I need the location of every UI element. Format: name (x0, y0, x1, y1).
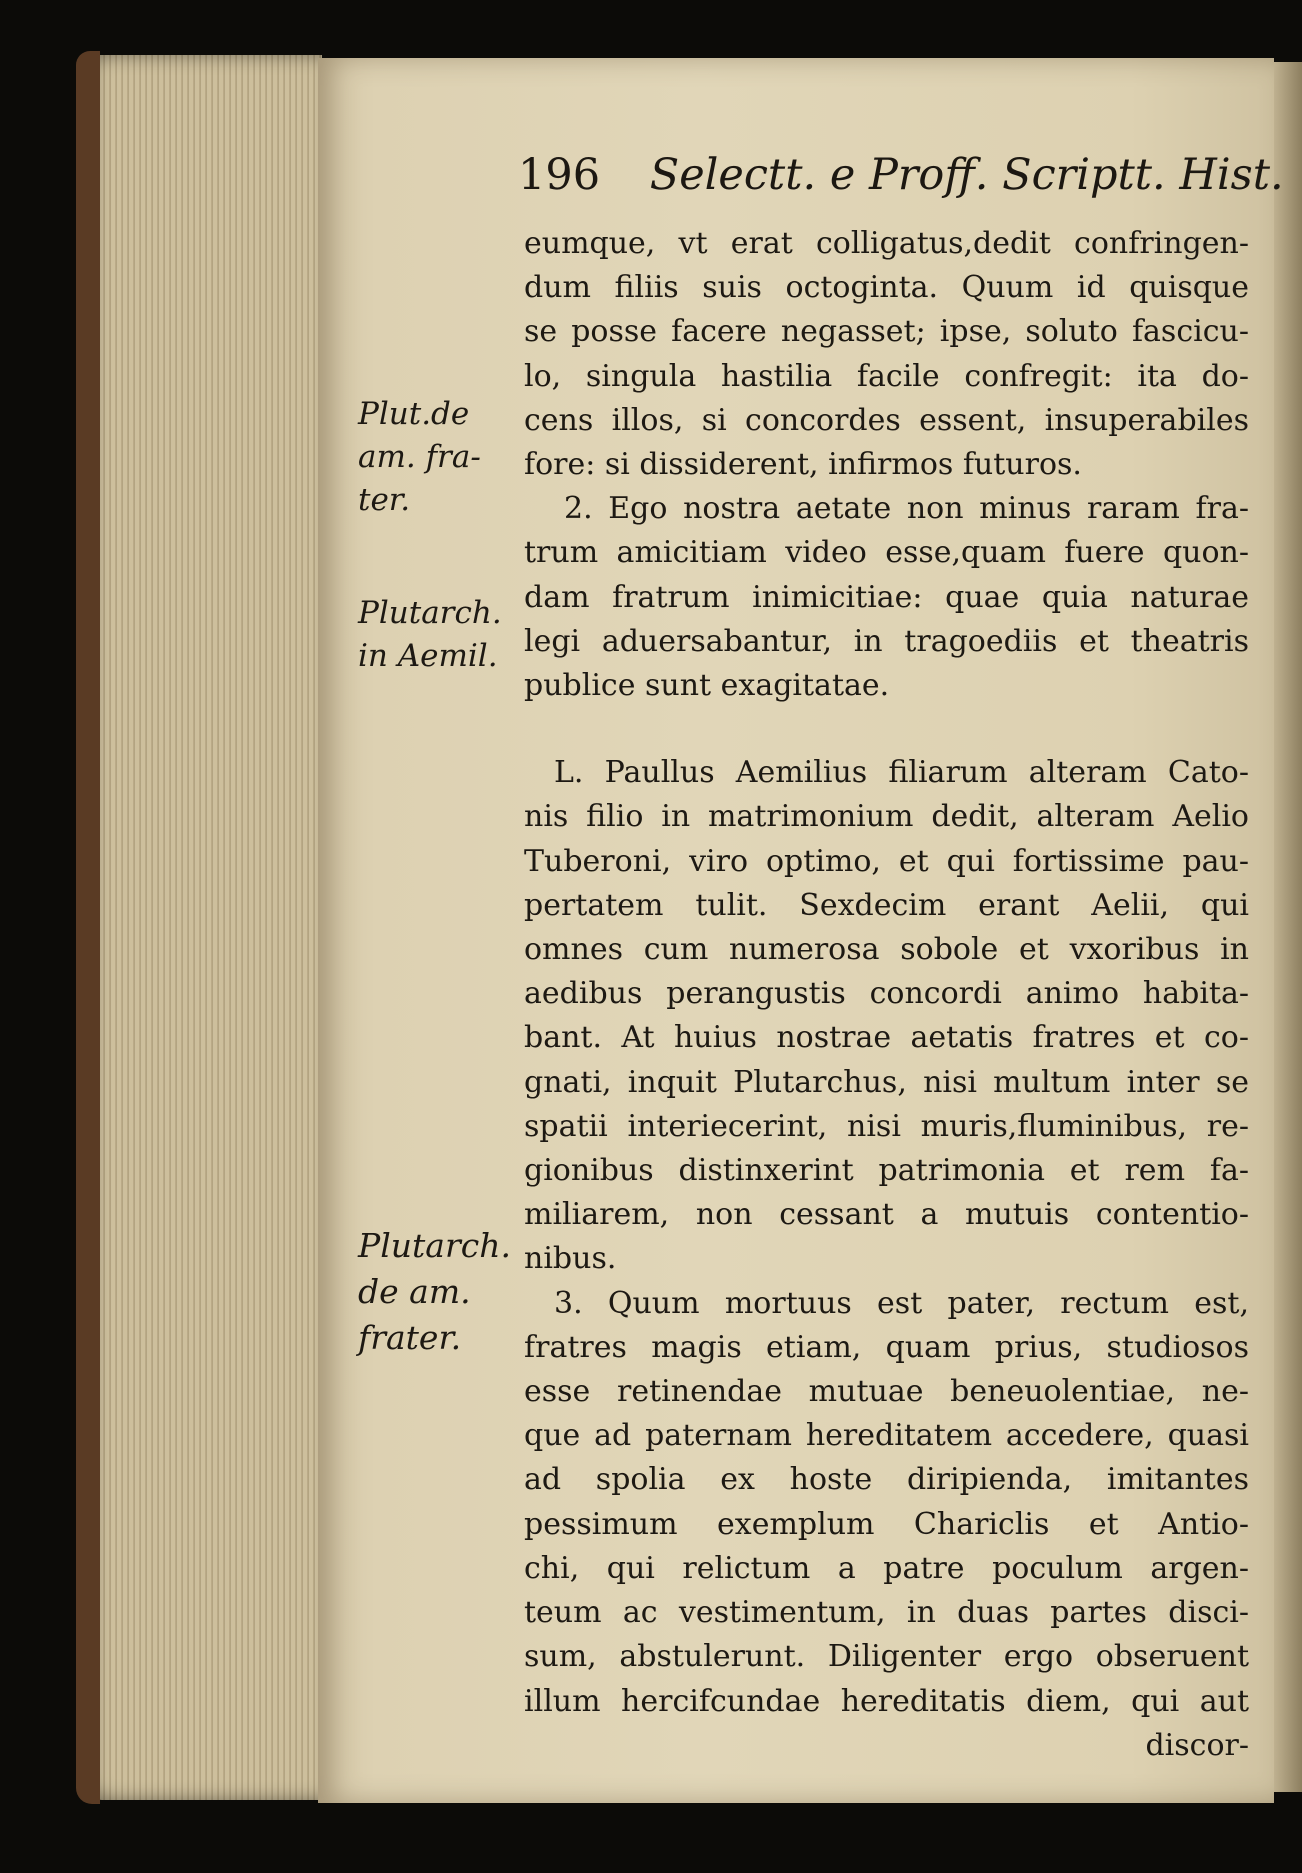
text-line: sum, abstulerunt. Diligenter ergo obseruent (524, 1639, 1249, 1675)
text-line: illum hercifcundae hereditatis diem, qui aut (524, 1683, 1249, 1719)
text-line: Tuberoni, viro optimo, et qui fortissime pau- (524, 843, 1249, 879)
paragraph-2-cont (524, 531, 1249, 708)
margin-note-line: de am. (358, 1272, 471, 1311)
paragraph-1 (524, 222, 1249, 487)
margin-note-line: Plutarch. (358, 595, 502, 631)
margin-note (358, 1223, 518, 1361)
text-line: chi, qui relictum a patre poculum argen- (524, 1550, 1249, 1586)
text-line: 2. Ego nostra aetate non minus raram fra- (564, 491, 1249, 527)
text-line: pessimum exemplum Chariclis et Antio- (524, 1506, 1249, 1542)
text-line: teum ac vestimentum, in duas partes disci- (524, 1595, 1249, 1631)
paragraph-4 (524, 1282, 1249, 1724)
text-line: lo, singula hastilia facile confregit: ita do- (524, 358, 1249, 394)
margin-note-line: in Aemil. (358, 638, 498, 674)
text-line: gionibus distinxerint patrimonia et rem fa- (524, 1153, 1249, 1189)
catchword: discor- (1145, 1727, 1249, 1763)
text-line: aedibus perangustis concordi animo habita- (524, 976, 1249, 1012)
running-head (518, 150, 1284, 200)
margin-note-line: ter. (358, 482, 411, 518)
paragraph-3 (524, 751, 1249, 1281)
text-line: L. Paullus Aemilius filiarum alteram Cato- (554, 755, 1249, 791)
text-line: ad spolia ex hoste diripienda, imitantes (524, 1462, 1249, 1498)
text-line: pertatem tulit. Sexdecim erant Aelii, qui (524, 887, 1249, 923)
paragraph-2 (524, 487, 1249, 531)
text-line: se posse facere negasset; ipse, soluto fascicu- (524, 314, 1249, 350)
text-line: nibus. (524, 1241, 617, 1277)
text-line: esse retinendae mutuae beneuolentiae, ne- (524, 1374, 1249, 1410)
margin-note-line: Plutarch. (358, 1226, 511, 1265)
text-line: dum filiis suis octoginta. Quum id quisque (524, 270, 1249, 306)
text-line: bant. At huius nostrae aetatis fratres et co- (524, 1020, 1249, 1056)
text-line: nis filio in matrimonium dedit, alteram Aelio (524, 799, 1249, 835)
text-line: miliarem, non cessant a mutuis contentio- (524, 1197, 1249, 1233)
facing-page-edge (1274, 62, 1302, 1792)
text-line: trum amicitiam video esse,quam fuere quon- (524, 535, 1249, 571)
text-line: fore: si dissiderent, infirmos futuros. (524, 447, 1082, 483)
book-page-edges (82, 55, 322, 1800)
text-line: legi aduersabantur, in tragoediis et theatris (524, 623, 1249, 659)
margin-note-line: am. fra- (358, 439, 481, 475)
body-text (524, 222, 1249, 1768)
text-line: publice sunt exagitatae. (524, 668, 890, 704)
margin-note-line: frater. (358, 1318, 462, 1357)
margin-note (358, 592, 518, 678)
text-line: gnati, inquit Plutarchus, nisi multum inter se (524, 1064, 1249, 1100)
text-line: cens illos, si concordes essent, insuperabiles (524, 402, 1249, 438)
text-line: omnes cum numerosa sobole et vxoribus in (524, 932, 1249, 968)
text-line: eumque, vt erat colligatus,dedit confringen- (524, 226, 1249, 261)
text-line: spatii interiecerint, nisi muris,fluminibus, re- (524, 1108, 1249, 1144)
margin-note-line: Plut.de (358, 396, 470, 432)
text-line: 3. Quum mortuus est pater, rectum est, (554, 1285, 1249, 1321)
text-line: que ad paternam hereditatem accedere, quasi (524, 1418, 1249, 1454)
text-line: fratres magis etiam, quam prius, studiosos (524, 1329, 1249, 1365)
page-number: 196 (518, 150, 601, 200)
margin-note (358, 393, 518, 522)
text-line: dam fratrum inimicitiae: quae quia naturae (524, 579, 1249, 615)
running-title: Selectt. e Proff. Scriptt. Hist. (649, 150, 1284, 200)
